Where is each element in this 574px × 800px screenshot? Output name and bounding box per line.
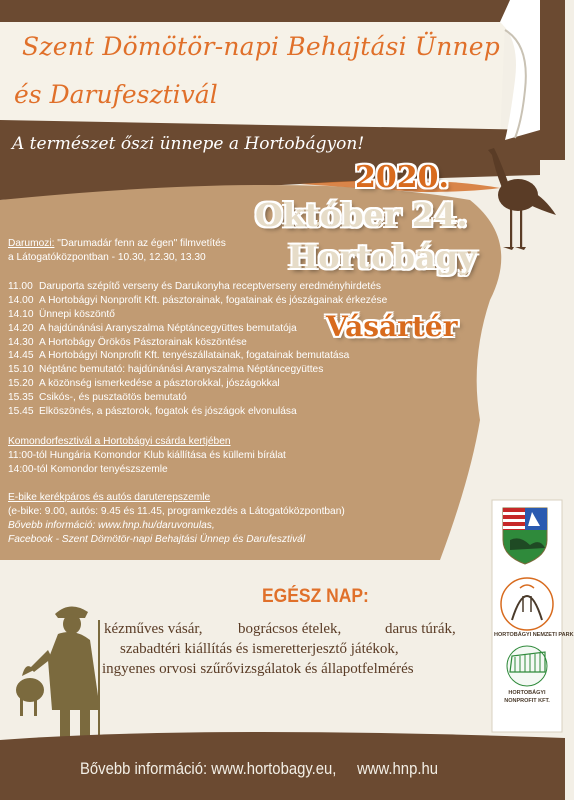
kft-logo — [507, 646, 547, 686]
komondor-line2: 14:00-tól Komondor tenyészszemle — [8, 464, 168, 475]
schedule-text: Daruporta szépítő verseny és Darukonyha receptverseny eredményhirdetés — [39, 281, 382, 292]
schedule-text: Ünnepi köszöntő — [39, 308, 115, 320]
allday-item: darus túrák, — [385, 621, 456, 637]
schedule-text: Néptánc bemutató: hajdúnánási Aranyszalma Néptáncegyüttes — [39, 364, 324, 376]
schedule-row — [8, 294, 387, 308]
schedule-row — [8, 336, 387, 350]
event-year: 2020. — [355, 160, 449, 195]
schedule-time: 15.10 — [8, 364, 34, 376]
event-date: Október 24. — [255, 196, 468, 234]
kft-logo-label-2: NONPROFIT KFT. — [504, 698, 550, 704]
schedule-row — [8, 308, 387, 322]
schedule-time: 15.20 — [8, 378, 34, 390]
schedule-row — [8, 363, 387, 377]
schedule-row — [8, 405, 387, 419]
allday-item: kézműves vásár, — [104, 621, 203, 637]
schedule-row — [8, 322, 387, 336]
park-logo-label: HORTOBÁGYI NEMZETI PARK — [494, 632, 574, 638]
schedule-list — [8, 280, 387, 419]
schedule-time: 14.10 — [8, 308, 34, 320]
schedule-time: 15.35 — [8, 392, 34, 404]
schedule-time: 15.45 — [8, 406, 34, 418]
schedule-time: 14.30 — [8, 336, 34, 348]
coat-of-arms — [503, 508, 547, 564]
schedule-text: A Hortobágyi Nonprofit Kft. pásztorainak, fogatainak és jószágainak érkezése — [39, 294, 388, 306]
right-column — [540, 0, 565, 160]
schedule-row — [8, 280, 387, 294]
schedule-row — [8, 377, 387, 391]
event-title-line1: Szent Dömötör-napi Behajtási Ünnep — [22, 32, 501, 61]
schedule-row — [8, 349, 387, 363]
allday-heading: EGÉSZ NAP: — [262, 586, 369, 607]
schedule-text: A hajdúnánási Aranyszalma Néptáncegyüttes bemutatója — [39, 322, 297, 334]
schedule-text: Csikós-, és pusztaötös bemutató — [39, 392, 187, 404]
komondor-line1: 11:00-tól Hungária Komondor Klub kiállítása és küllemi bírálat — [8, 450, 286, 461]
darumozi-line1 — [8, 237, 226, 250]
schedule-time: 14.00 — [8, 294, 34, 306]
allday-row2: szabadtéri kiállítás és ismeretterjesztő játékok, — [120, 641, 399, 657]
allday-item: bográcsos ételek, — [238, 621, 342, 637]
ebike-info-link[interactable]: Bővebb információ: www.hnp.hu/daruvonulas, — [8, 520, 215, 531]
schedule-row — [8, 391, 387, 405]
schedule-time: 14.20 — [8, 322, 34, 334]
ebike-heading: E-bike kerékpáros és autós daruterepszemle — [8, 492, 211, 503]
schedule-time: 11.00 — [8, 281, 33, 292]
darumozi-heading: Darumozi: — [8, 238, 55, 249]
footer-info[interactable]: Bővebb információ: www.hortobagy.eu, www.hnp.hu — [80, 760, 438, 778]
darumozi-line2: a Látogatóközpontban - 10.30, 12.30, 13.30 — [8, 252, 206, 263]
event-place: Hortobágy — [288, 238, 477, 276]
top-band — [0, 0, 565, 22]
komondor-heading: Komondorfesztivál a Hortobágyi csárda kertjében — [8, 436, 231, 447]
ebike-facebook-link[interactable]: Facebook - Szent Dömötör-napi Behajtási Ünnep és Darufesztivál — [8, 534, 306, 545]
event-venue: Vásártér — [326, 310, 458, 343]
event-subtitle: A természet őszi ünnepe a Hortobágyon! — [12, 134, 365, 154]
ebike-line1: (e-bike: 9.00, autós: 9.45 és 11.45, programkezdés a Látogatóközpontban) — [8, 506, 345, 517]
schedule-text: A Hortobágyi Nonprofit Kft. tenyészállatainak, fogatainak bemutatása — [39, 350, 350, 362]
kft-logo-label-1: HORTOBÁGYI — [508, 690, 546, 696]
darumozi-text: "Darumadár fenn az égen" filmvetítés — [54, 238, 226, 249]
schedule-text: Elköszönés, a pásztorok, fogatok és jószágok elvonulása — [39, 406, 297, 418]
schedule-text: A közönség ismerkedése a pásztorokkal, jószágokkal — [39, 378, 280, 390]
schedule-text: A Hortobágy Örökös Pásztorainak köszöntése — [39, 336, 247, 348]
event-title-line2: és Darufesztivál — [14, 80, 218, 109]
schedule-time: 14.45 — [8, 350, 34, 362]
allday-row3: ingyenes orvosi szűrővizsgálatok és állapotfelmérés — [102, 661, 414, 677]
